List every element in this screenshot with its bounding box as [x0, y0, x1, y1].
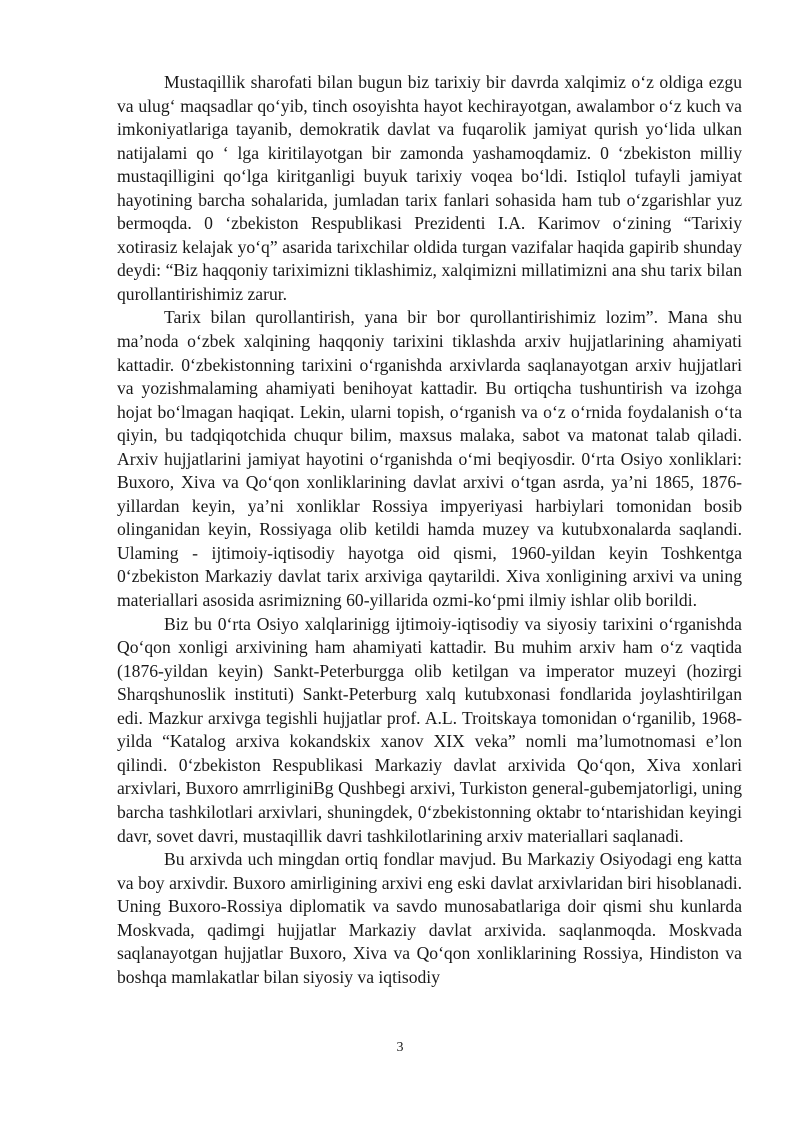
- paragraph-4: Bu arxivda uch mingdan ortiq fondlar mavjud. Bu Markaziy Osiyodagi eng katta va boy arxivdir. Buxoro amirligining arxivi eng eski davlat arxivlaridan biri hisoblanadi. Uning Buxoro-Rossiya diplomatik va savdo munosabatlariga doir qismi shu kunlarda Moskvada, qadimgi hujjatlar Markaziy davlat arxivida. saqlanmoqda. Moskvada saqlanayotgan hujjatlar Buxoro, Xiva va Qo‘qon xonliklarining Rossiya, Hindiston va boshqa mamlakatlar bilan siyosiy va iqtisodiy: [117, 849, 742, 987]
- paragraph-3: Biz bu 0‘rta Osiyo xalqlarinigg ijtimoiy-iqtisodiy va siyosiy tarixini o‘rganishda Qo‘qon xonligi arxivining ham ahamiyati kattadir. Bu muhim arxiv ham o‘z vaqtida (1876-yildan keyin) Sankt-Peterburgga olib ketilgan va imperator muzeyi (hozirgi Sharqshunoslik instituti) Sankt-Peterburg xalq kutubxonasi fondlarida joylashtirilgan edi. Mazkur arxivga tegishli hujjatlar prof. A.L. Troitskaya tomonidan o‘rganilib, 1968-yilda “Katalog arxiva kokandskix xanov XIX veka” nomli ma’lumotnomasi e’lon qilindi. 0‘zbekiston Respublikasi Markaziy davlat arxivida Qo‘qon, Xiva xonlari arxivlari, Buxoro amrrliginiBg Qushbegi arxivi, Turkiston general-gubemjatorligi, uning barcha tashkilotlari arxivlari, shuningdek, 0‘zbekistonning oktabr to‘ntarishidan keyingi davr, sovet davri, mustaqillik davri tashkilotlarining arxiv materiallari saqlanadi.: [117, 613, 742, 846]
- paragraph-2: Tarix bilan qurollantirish, yana bir bor qurollantirishimiz lozim”. Mana shu ma’noda o‘zbek xalqining haqqoniy tarixini tiklashda arxiv hujjatlarining ahamiyati kattadir. 0‘zbekistonning tarixini o‘rganishda arxivlarda saqlanayotgan arxiv hujjatlari va yozishmalaming ahamiyati benihoyat kattadir. Bu ortiqcha tushuntirish va izohga hojat bo‘lmagan haqiqat. Lekin, ularni topish, o‘rganish va o‘z o‘rnida foydalanish o‘ta qiyin, bu tadqiqotchida chuqur bilim, maxsus malaka, sabot va matonat talab qiladi. Arxiv hujjatlarini jamiyat hayotini o‘rganishda o‘mi beqiyosdir. 0‘rta Osiyo xonliklari: Buxoro, Xiva va Qo‘qon xonliklarining davlat arxivi o‘tgan asrda, ya’ni 1865, 1876-yillardan keyin, ya’ni xonliklar Rossiya impyeriyasi harbiylari tomonidan bosib olinganidan keyin, Rossiyaga olib ketildi hamda muzey va kutubxonalarda saqlandi. Ulaming - ijtimoiy-iqtisodiy hayotga oid qismi, 1960-yildan keyin Toshkentga 0‘zbekiston Markaziy davlat tarix arxiviga qaytarildi. Xiva xonligining arxivi va uning materiallari asosida asrimizning 60-yillarida ozmi-ko‘pmi ilmiy ishlar olib borildi.: [117, 307, 742, 611]
- page-number: 3: [396, 1040, 404, 1055]
- page-body: [117, 71, 742, 989]
- paragraph-1: Mustaqillik sharofati bilan bugun biz tarixiy bir davrda xalqimiz o‘z oldiga ezgu va ulug‘ maqsadlar qo‘yib, tinch osoyishta hayot kechirayotgan, awalambor o‘z kuch va imkoniyatlariga tayanib, demokratik davlat va fuqarolik jamiyat qurish yo‘lida ulkan natijalami qo ‘ lga kiritilayotgan bir zamonda yashamoqdamiz. 0 ‘zbekiston milliy mustaqilligini qo‘lga kiritganligi buyuk tarixiy voqea bo‘ldi. Istiqlol tufayli jamiyat hayotining barcha sohalarida, jumladan tarix fanlari sohasida ham tub o‘zgarishlar yuz bermoqda. 0 ‘zbekiston Respublikasi Prezidenti I.A. Karimov o‘zining “Tarixiy xotirasiz kelajak yo‘q” asarida tarixchilar oldida turgan vazifalar haqida gapirib shunday deydi: “Biz haqqoniy tariximizni tiklashimiz, xalqimizni millatimizni ana shu tarix bilan qurollantirishimiz zarur.: [117, 72, 742, 304]
